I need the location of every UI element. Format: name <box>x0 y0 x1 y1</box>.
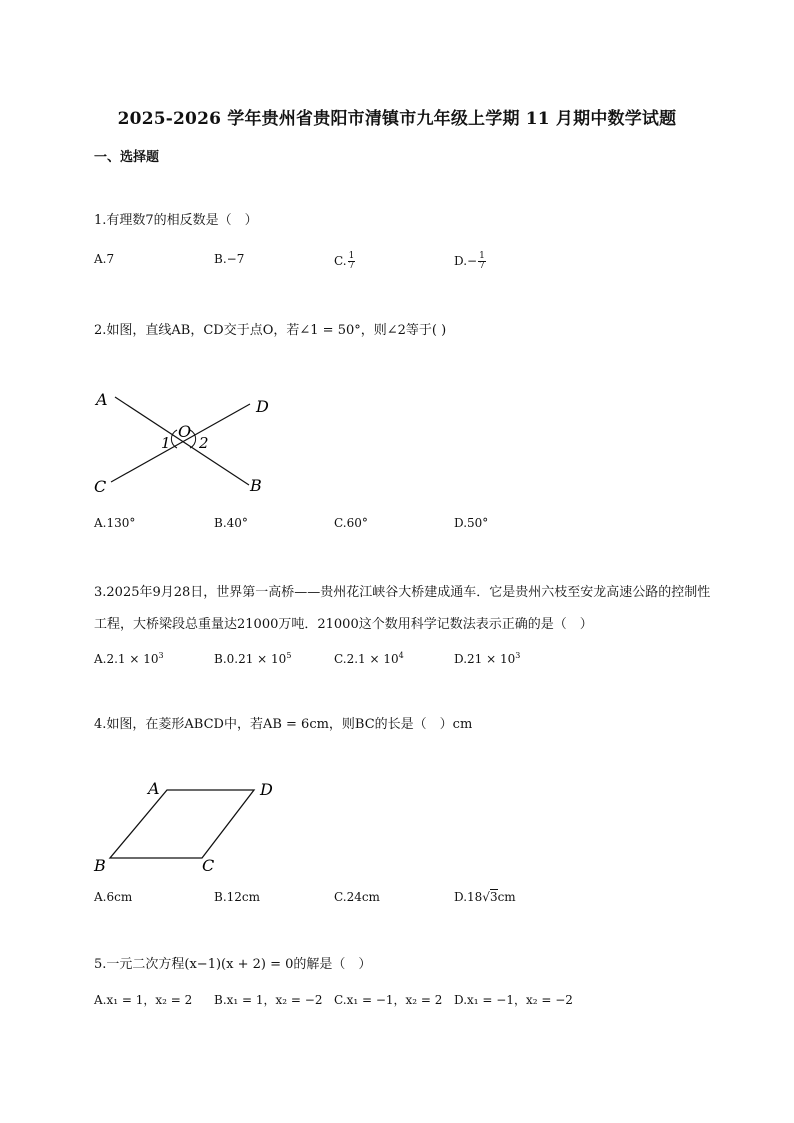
option-base: B.0.21 × 10 <box>214 652 287 666</box>
q4-option-d[interactable] <box>454 890 516 904</box>
question-3-stem: 3.2025年9月28日，世界第一高桥——贵州花江峡谷大桥建成通车．它是贵州六枝至安龙高速公路的控制性工程，大桥梁段总重量达21000万吨．21000这个数用科学记数法表示正确的是（ ） <box>94 585 711 632</box>
q1-option-d[interactable] <box>454 252 486 271</box>
rhombus-abcd <box>110 790 254 858</box>
point-label-d: D <box>256 397 269 416</box>
fraction-numerator: 1 <box>348 251 355 261</box>
q1-option-c-prefix: C. <box>334 254 347 268</box>
exam-title: 2025-2026 学年贵州省贵阳市清镇市九年级上学期 11 月期中数学试题 <box>117 109 677 129</box>
radicand: 3 <box>489 890 498 904</box>
line-cd <box>111 404 250 482</box>
q5-option-d[interactable]: D.x₁ = −1，x₂ = −2 <box>454 993 573 1007</box>
q5-option-a[interactable]: A.x₁ = 1，x₂ = 2 <box>94 993 193 1007</box>
vertex-label-a: A <box>148 779 160 798</box>
q1-option-a[interactable]: A.7 <box>94 252 115 266</box>
q2-option-c[interactable]: C.60° <box>334 516 368 530</box>
option-base: D.21 × 10 <box>454 652 516 666</box>
option-unit: cm <box>497 890 516 904</box>
q2-option-d[interactable]: D.50° <box>454 516 489 530</box>
question-2-options <box>94 516 714 536</box>
point-label-o: O <box>178 422 192 441</box>
angle-label-2: 2 <box>199 434 209 452</box>
question-4-options <box>94 890 714 910</box>
angle-label-1: 1 <box>161 434 171 452</box>
option-exponent: 5 <box>286 651 292 660</box>
q3-option-c[interactable] <box>334 651 404 666</box>
q1-option-c-fraction <box>348 252 356 271</box>
q4-option-b[interactable]: B.12cm <box>214 890 261 904</box>
q1-option-c[interactable] <box>334 252 355 271</box>
question-5-stem: 5.一元二次方程(x−1)(x + 2) = 0的解是（ ） <box>94 957 372 972</box>
vertex-label-c: C <box>202 856 215 875</box>
option-exponent: 4 <box>398 651 404 660</box>
vertex-label-b: B <box>94 856 106 875</box>
question-1-stem: 1.有理数7的相反数是（ ） <box>94 213 258 228</box>
fraction-denominator: 7 <box>348 261 355 271</box>
q3-option-a[interactable] <box>94 651 164 666</box>
q1-option-b[interactable]: B.−7 <box>214 252 245 266</box>
q1-option-d-prefix: D.− <box>454 254 478 268</box>
section-heading: 一、选择题 <box>94 150 160 165</box>
q5-option-c[interactable]: C.x₁ = −1，x₂ = 2 <box>334 993 443 1007</box>
fraction-numerator: 1 <box>479 251 485 261</box>
q4-option-c[interactable]: C.24cm <box>334 890 380 904</box>
option-prefix: D.18 <box>454 890 483 904</box>
q4-option-a[interactable]: A.6cm <box>94 890 133 904</box>
fraction-denominator: 7 <box>479 261 485 271</box>
rhombus-figure <box>86 772 296 878</box>
point-label-c: C <box>94 477 107 496</box>
question-4-stem: 4.如图，在菱形ABCD中，若AB = 6cm，则BC的长是（ ）cm <box>94 717 473 732</box>
intersecting-lines-figure <box>86 382 286 502</box>
option-exponent: 3 <box>158 651 164 660</box>
q2-option-b[interactable]: B.40° <box>214 516 248 530</box>
q3-option-b[interactable] <box>214 651 291 666</box>
question-2-stem: 2.如图，直线AB，CD交于点O，若∠1 = 50°，则∠2等于( ) <box>94 323 447 338</box>
question-3-options <box>94 651 714 671</box>
q1-option-d-fraction <box>478 252 486 271</box>
vertex-label-d: D <box>260 780 273 799</box>
sqrt-symbol: √ <box>482 890 490 904</box>
point-label-b: B <box>250 476 262 495</box>
option-exponent: 3 <box>515 651 521 660</box>
question-1-options <box>94 252 714 272</box>
point-label-a: A <box>96 390 108 409</box>
line-ab <box>115 397 249 485</box>
option-base: C.2.1 × 10 <box>334 652 399 666</box>
question-5-options <box>94 991 714 1011</box>
q5-option-b[interactable]: B.x₁ = 1，x₂ = −2 <box>214 993 323 1007</box>
option-base: A.2.1 × 10 <box>94 652 159 666</box>
q2-option-a[interactable]: A.130° <box>94 516 136 530</box>
q3-option-d[interactable] <box>454 651 520 666</box>
